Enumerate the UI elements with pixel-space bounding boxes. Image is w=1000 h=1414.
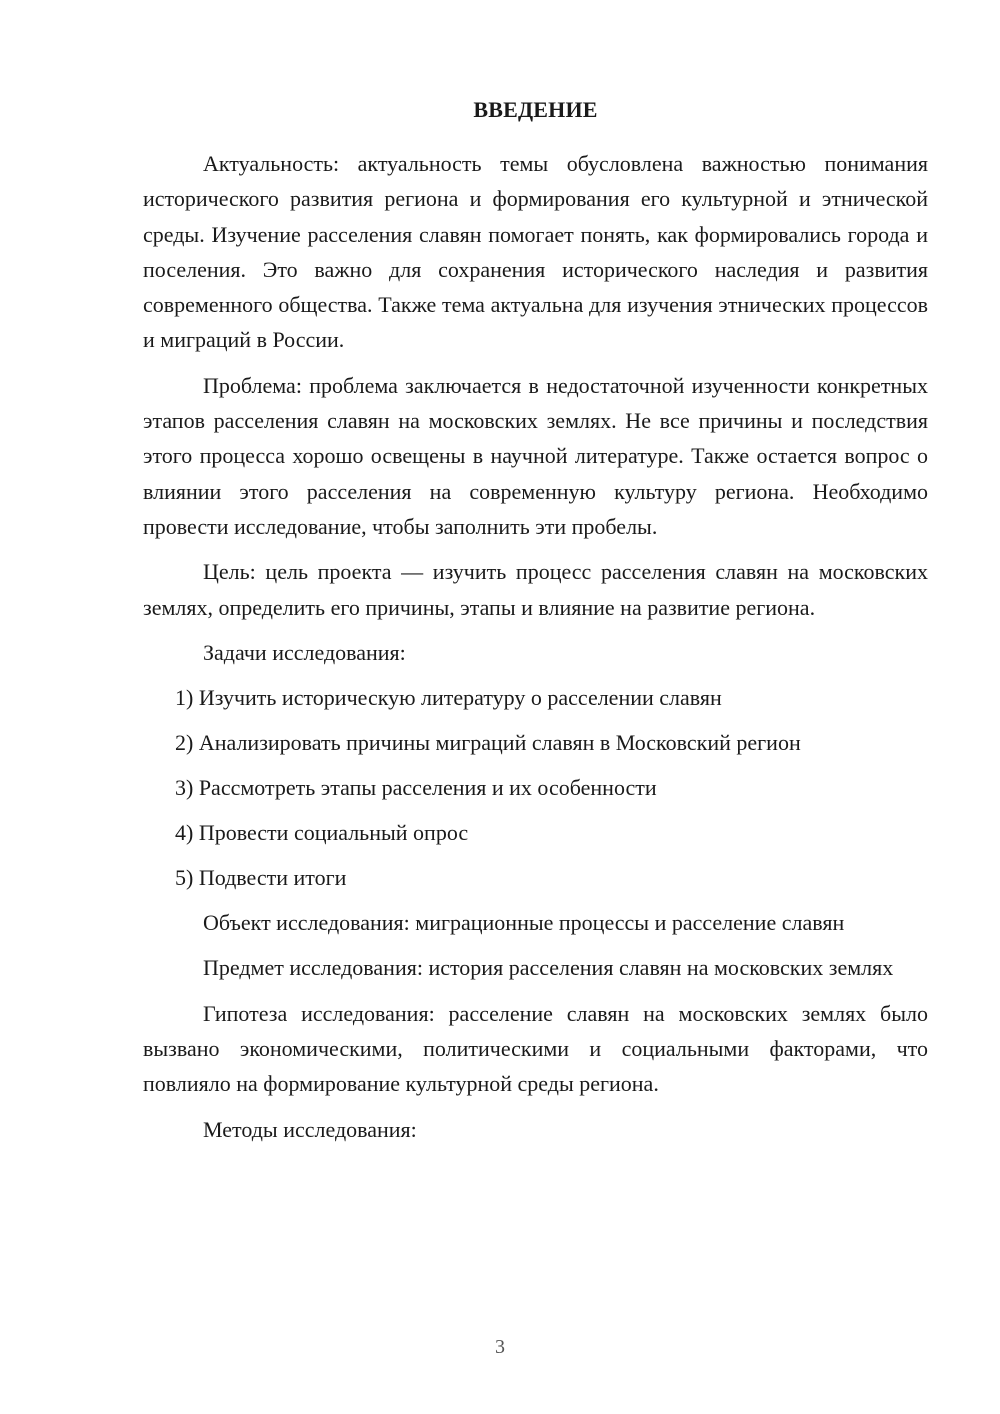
methods-heading: Методы исследования: <box>203 1116 417 1142</box>
task-item-2: 2) Анализировать причины миграций славян в Московский регион <box>175 730 801 756</box>
paragraph-object: Объект исследования: миграционные процессы и расселение славян <box>203 910 845 936</box>
task-item-1: 1) Изучить историческую литературу о расселении славян <box>175 685 722 711</box>
task-item-4: 4) Провести социальный опрос <box>175 820 469 846</box>
paragraph-hypothesis: Гипотеза исследования: расселение славян на московских землях было вызвано экономическими, политическими и социальными факторами, что повлияло на формирование культурной среды региона. <box>143 1000 928 1097</box>
task-item-5: 5) Подвести итоги <box>175 865 347 891</box>
paragraph-subject: Предмет исследования: история расселения славян на московских землях <box>203 955 894 981</box>
paragraph-goal: Цель: цель проекта — изучить процесс расселения славян на московских землях, определить его причины, этапы и влияние на развитие региона. <box>143 559 928 620</box>
page-title: ВВЕДЕНИЕ <box>473 97 598 122</box>
task-item-3: 3) Рассмотреть этапы расселения и их особенности <box>175 775 657 801</box>
paragraph-problem: Проблема: проблема заключается в недостаточной изученности конкретных этапов расселения славян на московских землях. Не все причины и последствия этого процесса хорошо освещены в научной литературе. Также остается вопрос о влиянии этого расселения на современную культуру региона. Необходимо провести исследование, чтобы заполнить эти пробелы. <box>143 372 928 539</box>
document-page <box>143 96 928 1157</box>
page-number: 3 <box>495 1336 505 1358</box>
tasks-heading: Задачи исследования: <box>203 639 406 665</box>
paragraph-relevance: Актуальность: актуальность темы обусловлена важностью понимания исторического развития региона и формирования его культурной и этнической среды. Изучение расселения славян помогает понять, как формировались города и поселения. Это важно для сохранения исторического наследия и развития современного общества. Также тема актуальна для изучения этнических процессов и миграций в России. <box>143 151 928 353</box>
